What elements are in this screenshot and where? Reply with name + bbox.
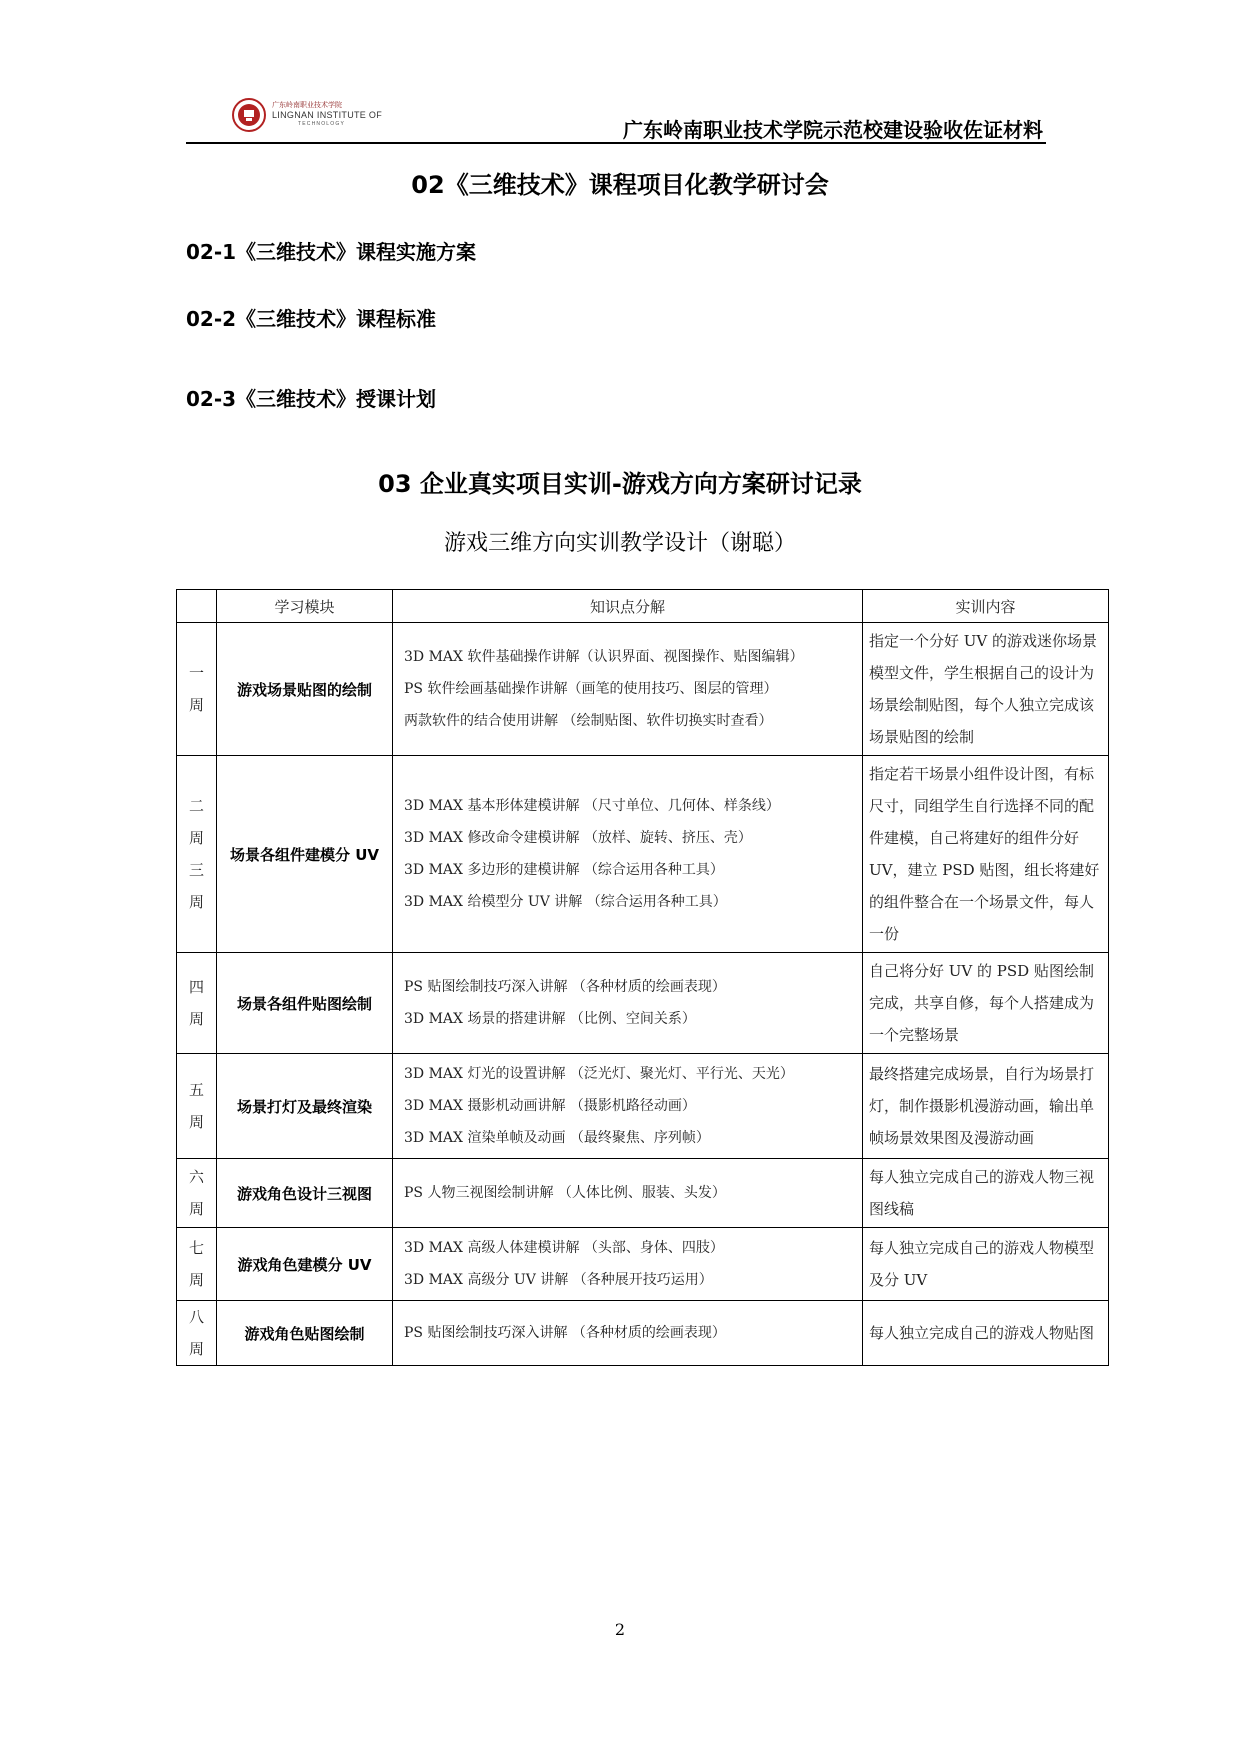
week-char: 周: [188, 829, 204, 847]
practice-cell: 指定一个分好 UV 的游戏迷你场景模型文件，学生根据自己的设计为场景绘制贴图，每个人独立完成该场景贴图的绘制: [863, 623, 1109, 756]
week-char: 周: [188, 1340, 204, 1358]
week-cell: [177, 1228, 217, 1301]
knowledge-line: 3D MAX 高级人体建模讲解 （头部、身体、四肢）: [404, 1240, 724, 1256]
module-cell: 场景打灯及最终渲染: [217, 1054, 393, 1159]
knowledge-cell: [393, 953, 863, 1054]
module-cell: 场景各组件建模分 UV: [217, 756, 393, 953]
module-cell: 游戏角色建模分 UV: [217, 1228, 393, 1301]
header-divider: [186, 142, 1046, 144]
section-03-title: 03 企业真实项目实训-游戏方向方案研讨记录: [378, 470, 862, 498]
section-02-title: 02《三维技术》课程项目化教学研讨会: [411, 171, 829, 199]
header-week: [177, 590, 217, 623]
table-row: [177, 1301, 1109, 1366]
table-row: [177, 623, 1109, 756]
knowledge-cell: [393, 1301, 863, 1366]
week-char: 七: [188, 1239, 204, 1257]
module-cell: 游戏场景贴图的绘制: [217, 623, 393, 756]
training-plan-table: [176, 589, 1109, 1366]
page-number: 2: [614, 1620, 626, 1639]
knowledge-cell: [393, 1054, 863, 1159]
knowledge-line: 3D MAX 场景的搭建讲解 （比例、空间关系）: [404, 1011, 696, 1027]
week-cell: [177, 953, 217, 1054]
week-char: 四: [188, 978, 204, 996]
school-logo: [232, 96, 392, 136]
week-char: 周: [188, 1010, 204, 1028]
header-knowledge: 知识点分解: [393, 590, 863, 623]
logo-name-en: LINGNAN INSTITUTE OF: [272, 110, 383, 120]
table-row: [177, 1159, 1109, 1228]
knowledge-cell: [393, 1159, 863, 1228]
table-row: [177, 756, 1109, 953]
knowledge-line: 3D MAX 基本形体建模讲解 （尺寸单位、几何体、样条线）: [404, 798, 780, 814]
logo-name-en2: TECHNOLOGY: [298, 121, 346, 127]
practice-cell: 每人独立完成自己的游戏人物贴图: [863, 1301, 1109, 1366]
school-seal-icon: [232, 98, 266, 132]
table-header-row: [177, 590, 1109, 623]
week-char: 三: [188, 861, 204, 879]
practice-cell: 指定若干场景小组件设计图，有标尺寸，同组学生自行选择不同的配件建模，自己将建好的组件分好 UV，建立 PSD 贴图，组长将建好的组件整合在一个场景文件，每人一份: [863, 756, 1109, 953]
knowledge-line: 3D MAX 摄影机动画讲解 （摄影机路径动画）: [404, 1098, 696, 1114]
week-char: 五: [188, 1081, 204, 1099]
knowledge-line: 3D MAX 多边形的建模讲解 （综合运用各种工具）: [404, 862, 724, 878]
knowledge-line: 3D MAX 灯光的设置讲解 （泛光灯、聚光灯、平行光、天光）: [404, 1066, 794, 1082]
practice-cell: 自己将分好 UV 的 PSD 贴图绘制完成，共享自修，每个人搭建成为一个完整场景: [863, 953, 1109, 1054]
table-row: [177, 1228, 1109, 1301]
module-cell: 游戏角色设计三视图: [217, 1159, 393, 1228]
week-cell: [177, 1054, 217, 1159]
section-02-3: 02-3《三维技术》授课计划: [186, 387, 437, 411]
week-char: 周: [188, 1113, 204, 1131]
week-char: 八: [188, 1308, 204, 1326]
practice-cell: 每人独立完成自己的游戏人物模型及分 UV: [863, 1228, 1109, 1301]
practice-cell: 每人独立完成自己的游戏人物三视图线稿: [863, 1159, 1109, 1228]
section-02-2: 02-2《三维技术》课程标准: [186, 307, 437, 331]
knowledge-line: PS 贴图绘制技巧深入讲解 （各种材质的绘画表现）: [404, 1325, 726, 1341]
knowledge-line: PS 软件绘画基础操作讲解（画笔的使用技巧、图层的管理）: [404, 681, 778, 697]
header-practice: 实训内容: [863, 590, 1109, 623]
knowledge-line: 3D MAX 高级分 UV 讲解 （各种展开技巧运用）: [404, 1272, 713, 1288]
module-cell: 游戏角色贴图绘制: [217, 1301, 393, 1366]
section-02-1: 02-1《三维技术》课程实施方案: [186, 240, 477, 264]
design-title: 游戏三维方向实训教学设计（谢聪）: [443, 531, 796, 556]
week-cell: [177, 756, 217, 953]
logo-name-cn: 广东岭南职业技术学院: [272, 101, 342, 109]
knowledge-line: PS 人物三视图绘制讲解 （人体比例、服装、头发）: [404, 1185, 726, 1201]
table-row: [177, 953, 1109, 1054]
practice-cell: 最终搭建完成场景，自行为场景打灯，制作摄影机漫游动画，输出单帧场景效果图及漫游动画: [863, 1054, 1109, 1159]
knowledge-line: 3D MAX 修改命令建模讲解 （放样、旋转、挤压、壳）: [404, 830, 752, 846]
week-char: 周: [188, 696, 204, 714]
week-char: 周: [188, 1200, 204, 1218]
knowledge-cell: [393, 623, 863, 756]
header-title: 广东岭南职业技术学院示范校建设验收佐证材料: [623, 118, 1043, 142]
knowledge-line: 3D MAX 软件基础操作讲解（认识界面、视图操作、贴图编辑）: [404, 649, 804, 665]
knowledge-line: 3D MAX 给模型分 UV 讲解 （综合运用各种工具）: [404, 894, 727, 910]
week-cell: [177, 1159, 217, 1228]
knowledge-line: PS 贴图绘制技巧深入讲解 （各种材质的绘画表现）: [404, 979, 726, 995]
week-char: 一: [188, 664, 204, 682]
header-module: 学习模块: [217, 590, 393, 623]
week-cell: [177, 1301, 217, 1366]
knowledge-cell: [393, 1228, 863, 1301]
knowledge-line: 两款软件的结合使用讲解 （绘制贴图、软件切换实时查看）: [404, 713, 773, 729]
knowledge-line: 3D MAX 渲染单帧及动画 （最终聚焦、序列帧）: [404, 1130, 710, 1146]
table-row: [177, 1054, 1109, 1159]
week-char: 二: [188, 797, 204, 815]
week-char: 六: [188, 1168, 204, 1186]
week-char: 周: [188, 1271, 204, 1289]
knowledge-cell: [393, 756, 863, 953]
module-cell: 场景各组件贴图绘制: [217, 953, 393, 1054]
week-cell: [177, 623, 217, 756]
week-char: 周: [188, 893, 204, 911]
